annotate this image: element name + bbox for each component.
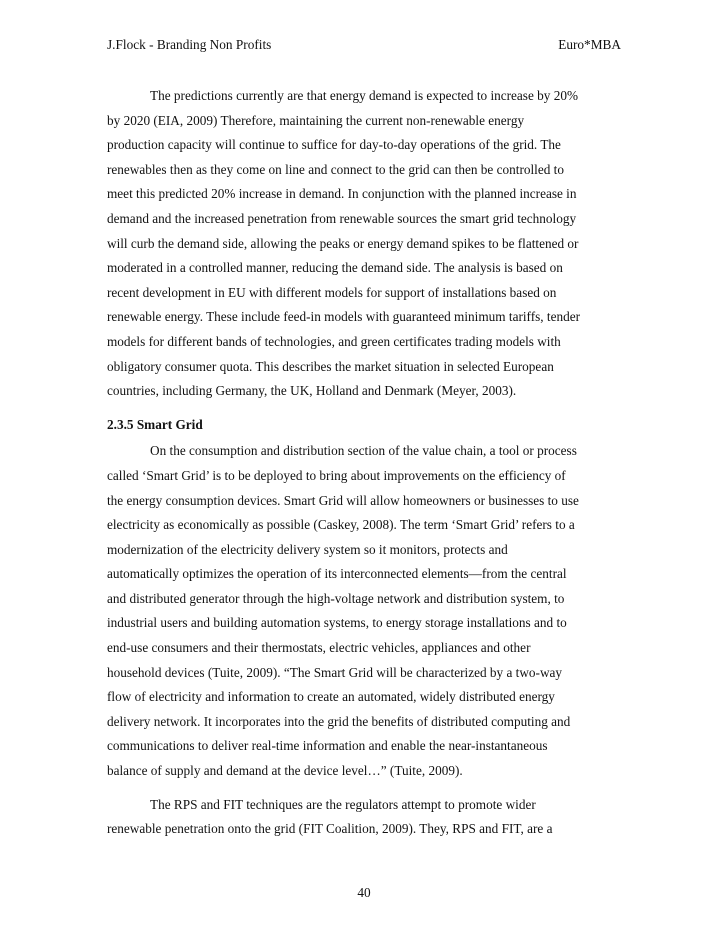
text-line: The predictions currently are that energy demand is expected to increase by 20% [150,88,579,103]
paragraph-spacer [107,784,623,793]
text-line: the energy consumption devices. Smart Grid will allow homeowners or businesses to use [107,492,579,508]
text-line: flow of electricity and information to create an automated, widely distributed energy [107,689,555,705]
page-number: 40 [357,885,371,900]
section-heading: 2.3.5 Smart Grid [107,416,203,432]
text-line: countries, including Germany, the UK, Holland and Denmark (Meyer, 2003). [107,383,517,399]
paragraph-rps-fit [107,793,623,842]
paragraph-energy-demand [107,84,623,404]
text-line: obligatory consumer quota. This describes the market situation in selected European [107,358,554,374]
text-line: and distributed generator through the high-voltage network and distribution system, to [107,590,565,606]
text-line: by 2020 (EIA, 2009) Therefore, maintaining the current non-renewable energy [107,112,525,128]
text-line: renewables then as they come on line and connect to the grid can then be controlled to [107,161,564,177]
text-line: communications to deliver real-time information and enable the near-instantaneous [107,738,548,754]
page-header [107,37,621,53]
text-line: modernization of the electricity delivery system so it monitors, protects and [107,541,508,557]
text-line: production capacity will continue to suffice for day-to-day operations of the grid. The [107,137,561,153]
text-line: renewable energy. These include feed-in models with guaranteed minimum tariffs, tender [107,309,581,325]
text-line: industrial users and building automation systems, to energy storage installations and to [107,615,567,631]
text-line: delivery network. It incorporates into the grid the benefits of distributed computing and [107,713,571,729]
text-line: demand and the increased penetration from renewable sources the smart grid technology [107,210,577,226]
text-line: meet this predicted 20% increase in demand. In conjunction with the planned increase in [107,186,577,202]
text-line: called ‘Smart Grid’ is to be deployed to bring about improvements on the efficiency of [107,467,566,483]
text-line: end-use consumers and their thermostats, electric vehicles, appliances and other [107,640,531,656]
text-line: electricity as economically as possible (Caskey, 2008). The term ‘Smart Grid’ refers to a [107,517,575,533]
header-right-title: Euro*MBA [558,37,621,52]
text-line: balance of supply and demand at the device level…” (Tuite, 2009). [107,763,463,779]
text-line: On the consumption and distribution section of the value chain, a tool or process [150,443,577,459]
text-line: automatically optimizes the operation of its interconnected elements—from the central [107,566,567,582]
text-line: recent development in EU with different models for support of installations based on [107,284,557,300]
text-line: models for different bands of technologies, and green certificates trading models with [107,333,561,349]
text-line: moderated in a controlled manner, reducing the demand side. The analysis is based on [107,260,563,276]
text-line: renewable penetration onto the grid (FIT Coalition, 2009). They, RPS and FIT, are a [107,821,553,837]
document-body [107,84,623,842]
text-line: household devices (Tuite, 2009). “The Smart Grid will be characterized by a two-way [107,664,563,680]
header-left-title: J.Flock - Branding Non Profits [107,37,272,52]
text-line: will curb the demand side, allowing the peaks or energy demand spikes to be flattened or [107,235,579,251]
paragraph-spacer [107,404,623,413]
paragraph-smart-grid [107,439,623,783]
text-line: The RPS and FIT techniques are the regulators attempt to promote wider [150,796,536,812]
